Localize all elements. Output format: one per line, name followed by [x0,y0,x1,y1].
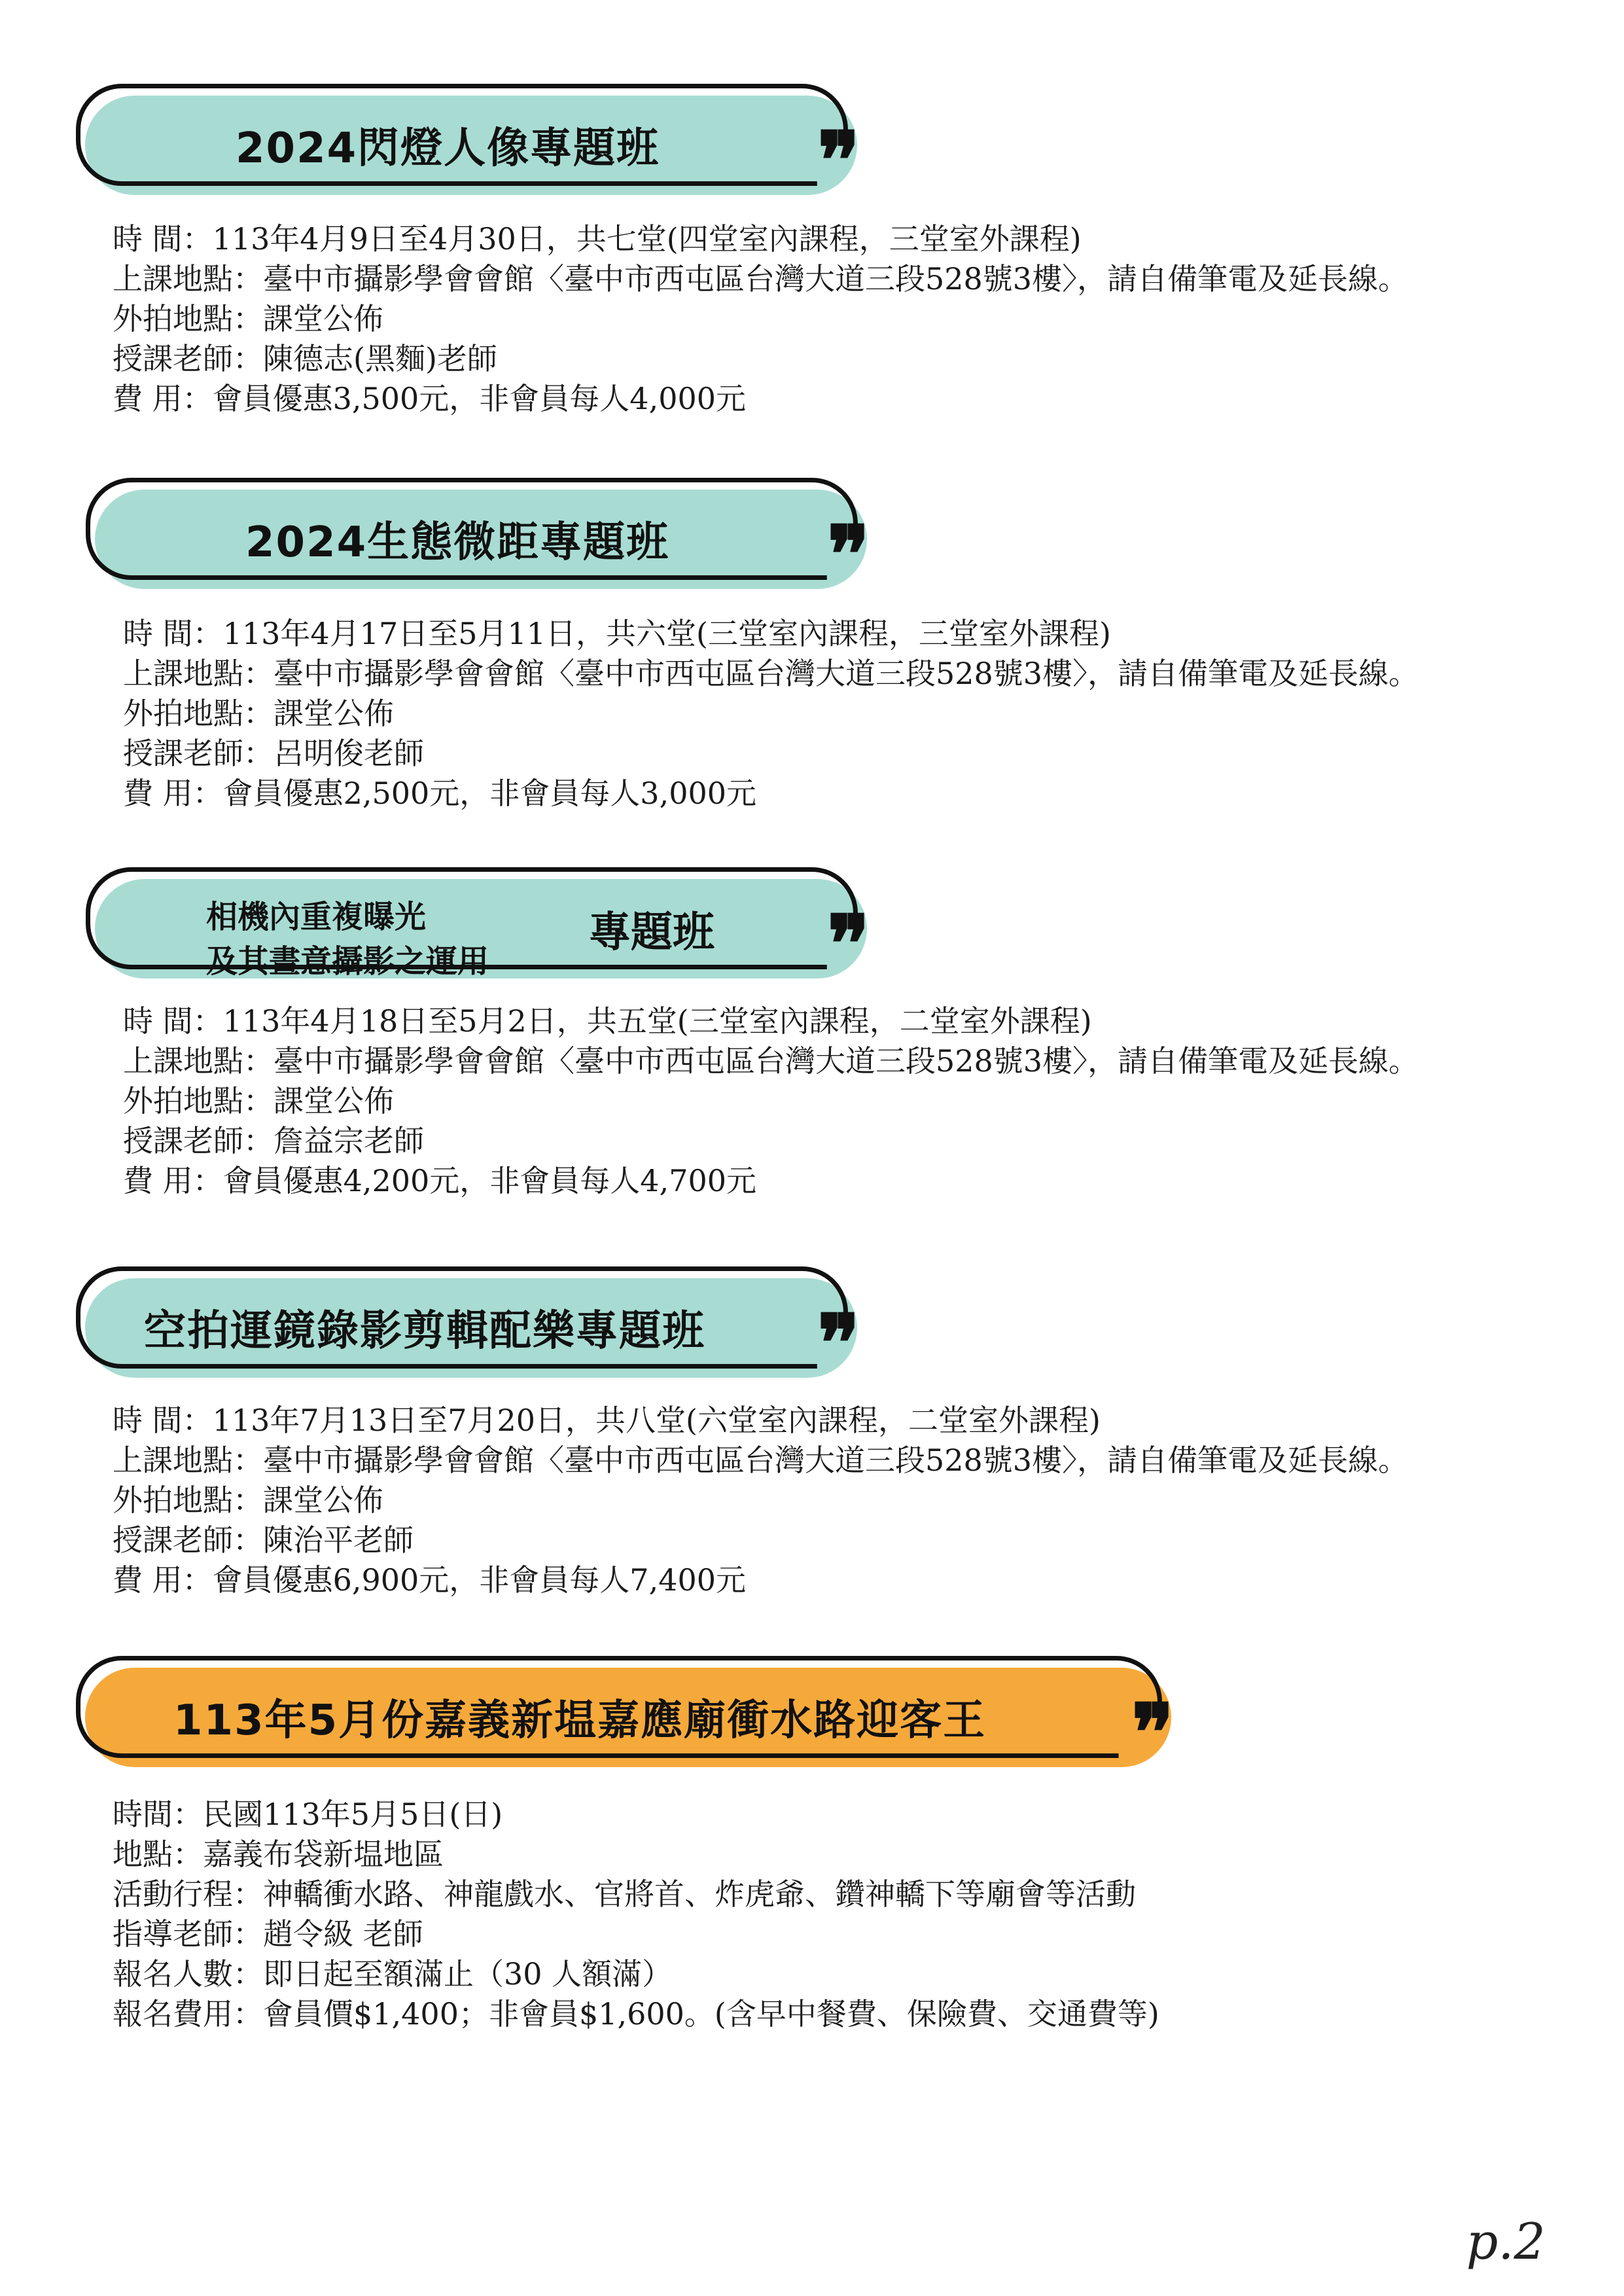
detail-fee: 報名費用：會員價$1,400；非會員$1,600。(含早中餐費、保險費、交通費等) [113,1996,1159,2032]
detail-teacher: 授課老師：呂明俊老師 [123,736,424,771]
detail-fee: 費 用：會員優惠2,500元，非會員每人3,000元 [123,776,756,811]
subtitle-line-2: 及其畫意攝影之運用 [206,943,489,980]
detail-time: 時間：民國113年5月5日(日) [113,1797,503,1832]
detail-teacher: 授課老師：陳德志(黑麵)老師 [113,341,497,376]
section-3-title [95,887,867,980]
section-4-title: 空拍運鏡錄影剪輯配樂專題班 [144,1307,705,1355]
detail-itinerary: 活動行程：神轎衝水路、神龍戲水、官將首、炸虎爺、鑽神轎下等廟會等活動 [113,1876,1136,1912]
section-5-title: 113年5月份嘉義新塭嘉應廟衝水路迎客王 [173,1696,987,1745]
detail-outdoor: 外拍地點：課堂公佈 [113,301,383,336]
subtitle-line-1: 相機內重複曝光 [206,899,427,935]
section-4-banner [85,1266,860,1390]
detail-fee: 費 用：會員優惠4,200元，非會員每人4,700元 [123,1163,756,1198]
quote-icon: ❞ [817,1297,860,1390]
detail-venue: 上課地點：臺中市攝影學會會館〈臺中市西屯區台灣大道三段528號3樓〉，請自備筆電及延長線。 [113,261,1409,296]
quote-icon: ❞ [827,509,870,601]
detail-venue: 上課地點：臺中市攝影學會會館〈臺中市西屯區台灣大道三段528號3樓〉，請自備筆電及延長線。 [123,1043,1419,1079]
section-1-title: 2024閃燈人像專題班 [236,124,660,173]
detail-venue: 上課地點：臺中市攝影學會會館〈臺中市西屯區台灣大道三段528號3樓〉，請自備筆電及延長線。 [123,656,1419,691]
section-3-banner [95,867,870,990]
section-3-details [123,1001,1419,1201]
detail-fee: 費 用：會員優惠6,900元，非會員每人7,400元 [113,1562,746,1598]
section-3-main-title: 專題班 [589,908,715,957]
detail-teacher: 授課老師：詹益宗老師 [123,1123,424,1158]
detail-instructor: 指導老師：趙令級 老師 [113,1916,423,1952]
detail-time: 時 間：113年4月9日至4月30日，共七堂(四堂室內課程，三堂室外課程) [113,221,1082,257]
section-3-subtitle [206,895,489,984]
section-2-title: 2024生態微距專題班 [245,518,670,567]
quote-icon: ❞ [817,115,860,207]
section-2-details [123,614,1419,814]
detail-outdoor: 外拍地點：課堂公佈 [113,1482,383,1518]
section-5-details [113,1795,1159,2034]
detail-teacher: 授課老師：陳治平老師 [113,1522,414,1558]
detail-outdoor: 外拍地點：課堂公佈 [123,1083,394,1119]
section-1-banner [85,84,860,207]
section-1-details [113,219,1408,419]
detail-outdoor: 外拍地點：課堂公佈 [123,696,394,731]
quote-icon: ❞ [827,898,870,990]
page-number: p.2 [1466,2212,1545,2270]
detail-fee: 費 用：會員優惠3,500元，非會員每人4,000元 [113,381,746,416]
detail-place: 地點：嘉義布袋新塭地區 [113,1837,444,1872]
detail-capacity: 報名人數：即日起至額滿止（30 人額滿） [113,1956,673,1992]
detail-venue: 上課地點：臺中市攝影學會會館〈臺中市西屯區台灣大道三段528號3樓〉，請自備筆電及延長線。 [113,1443,1409,1478]
section-2-banner [95,478,870,601]
detail-time: 時 間：113年4月18日至5月2日，共五堂(三堂室內課程，二堂室外課程) [123,1003,1092,1039]
detail-time: 時 間：113年7月13日至7月20日，共八堂(六堂室內課程，二堂室外課程) [113,1403,1101,1438]
section-4-details [113,1401,1408,1600]
detail-time: 時 間：113年4月17日至5月11日，共六堂(三堂室內課程，三堂室外課程) [123,616,1111,651]
quote-icon: ❞ [1131,1687,1174,1779]
section-5-banner [85,1656,1174,1779]
